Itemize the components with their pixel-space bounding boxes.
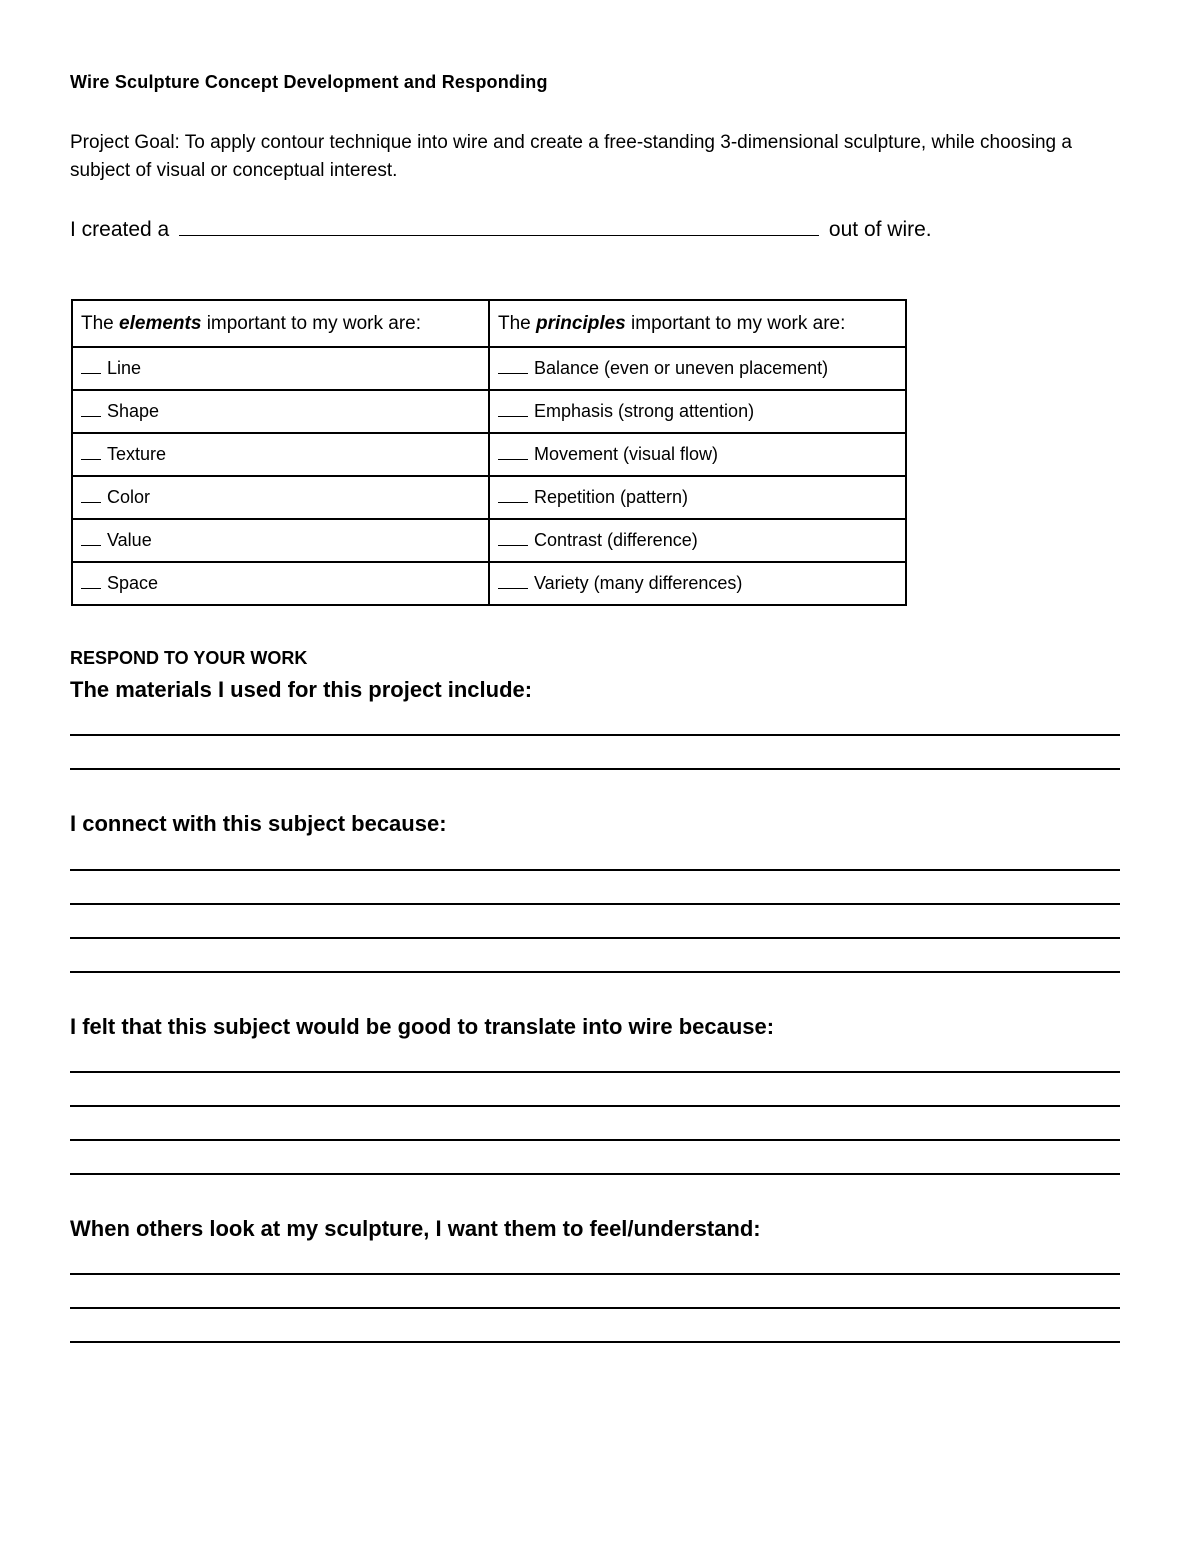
answer-line[interactable]	[70, 937, 1120, 939]
table-row	[72, 390, 906, 433]
checkmark-blank[interactable]	[498, 445, 528, 460]
checkmark-blank[interactable]	[81, 445, 101, 460]
answer-line[interactable]	[70, 869, 1120, 871]
created-text-after: out of wire.	[828, 218, 932, 241]
table-row	[72, 562, 906, 605]
checkmark-blank[interactable]	[498, 359, 528, 374]
answer-line[interactable]	[70, 1105, 1120, 1107]
answer-line[interactable]	[70, 1071, 1120, 1073]
checkmark-blank[interactable]	[81, 531, 101, 546]
respond-heading: RESPOND TO YOUR WORK	[70, 648, 308, 668]
checkmark-blank[interactable]	[498, 531, 528, 546]
checkmark-blank[interactable]	[498, 574, 528, 589]
checkmark-blank[interactable]	[498, 402, 528, 417]
answer-line[interactable]	[70, 768, 1120, 770]
answer-line[interactable]	[70, 1307, 1120, 1309]
created-statement	[70, 215, 932, 242]
element-cell: Value	[72, 519, 489, 562]
checkmark-blank[interactable]	[81, 574, 101, 589]
worksheet-title: Wire Sculpture Concept Development and Responding	[70, 72, 548, 92]
connect-question: I connect with this subject because:	[70, 811, 447, 836]
translate-question: I felt that this subject would be good to translate into wire because:	[70, 1014, 775, 1039]
table-row	[72, 347, 906, 390]
answer-line[interactable]	[70, 1173, 1120, 1175]
answer-line[interactable]	[70, 1139, 1120, 1141]
elements-header: The elements important to my work are:	[72, 300, 489, 347]
element-cell: Color	[72, 476, 489, 519]
checkmark-blank[interactable]	[81, 488, 101, 503]
elements-principles-table	[71, 299, 907, 606]
table-header-row	[72, 300, 906, 347]
checkmark-blank[interactable]	[81, 402, 101, 417]
feel-question: When others look at my sculpture, I want them to feel/understand:	[70, 1216, 761, 1241]
principle-cell: Emphasis (strong attention)	[489, 390, 906, 433]
element-cell: Texture	[72, 433, 489, 476]
answer-line[interactable]	[70, 1273, 1120, 1275]
table-row	[72, 476, 906, 519]
principle-cell: Repetition (pattern)	[489, 476, 906, 519]
principles-header: The principles important to my work are:	[489, 300, 906, 347]
materials-question: The materials I used for this project include:	[70, 677, 533, 702]
answer-line[interactable]	[70, 903, 1120, 905]
answer-line[interactable]	[70, 1341, 1120, 1343]
answer-line[interactable]	[70, 971, 1120, 973]
table-row	[72, 519, 906, 562]
principle-cell: Movement (visual flow)	[489, 433, 906, 476]
element-cell: Shape	[72, 390, 489, 433]
checkmark-blank[interactable]	[81, 359, 101, 374]
element-cell: Space	[72, 562, 489, 605]
element-cell: Line	[72, 347, 489, 390]
principle-cell: Balance (even or uneven placement)	[489, 347, 906, 390]
principle-cell: Variety (many differences)	[489, 562, 906, 605]
created-blank-field[interactable]	[179, 215, 819, 236]
answer-line[interactable]	[70, 734, 1120, 736]
created-text-before: I created a	[70, 218, 170, 241]
checkmark-blank[interactable]	[498, 488, 528, 503]
project-goal: Project Goal: To apply contour technique into wire and create a free-standing 3-dimensional sculpture, while choosing a subject of visual or conceptual interest.	[70, 132, 1072, 181]
table-row	[72, 433, 906, 476]
principle-cell: Contrast (difference)	[489, 519, 906, 562]
